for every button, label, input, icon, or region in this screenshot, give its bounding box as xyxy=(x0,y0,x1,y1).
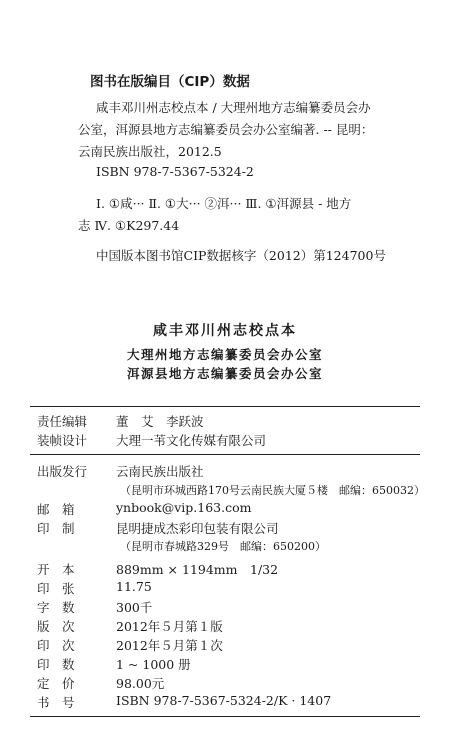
spec-value-sheets: 11.75 xyxy=(116,579,152,594)
book-title: 咸丰邓川州志校点本 xyxy=(153,323,297,339)
credit-label-designer: 装帧设计 xyxy=(37,433,88,448)
cip-classification-line-1: Ⅰ. ①咸··· Ⅱ. ①大··· ②洱··· Ⅲ. ①洱源县 - 地方 xyxy=(96,196,352,211)
publisher-name: 云南民族出版社 xyxy=(116,464,204,479)
printer-address: （昆明市春城路329号 邮编：650200） xyxy=(120,540,326,553)
spec-label-edition: 版 次 xyxy=(37,619,75,634)
cip-classification-line-2: 志 Ⅳ. ①K297.44 xyxy=(78,218,180,233)
author-2: 洱源县地方志编纂委员会办公室 xyxy=(126,366,323,381)
publisher-label: 出版发行 xyxy=(37,464,88,479)
cip-line-2: 公室，洱源县地方志编纂委员会办公室编著. -- 昆明： xyxy=(78,122,374,137)
spec-label-price: 定 价 xyxy=(37,676,75,691)
publisher-address: （昆明市环城西路170号云南民族大厦５楼 邮编：650032） xyxy=(120,484,425,497)
spec-label-sheets: 印 张 xyxy=(37,581,75,596)
spec-label-print-run: 印 数 xyxy=(37,657,75,672)
spec-value-wordcount: 300千 xyxy=(116,600,153,615)
spec-value-format: 889mm × 1194mm 1/32 xyxy=(116,562,279,577)
spec-label-format: 开 本 xyxy=(37,562,75,577)
spec-value-isbn: ISBN 978-7-5367-5324-2/K · 1407 xyxy=(116,693,332,708)
spec-label-wordcount: 字 数 xyxy=(37,600,75,615)
rule-bottom xyxy=(30,716,420,717)
rule-top xyxy=(30,406,420,407)
author-1: 大理州地方志编纂委员会办公室 xyxy=(126,347,323,362)
cip-line-3: 云南民族出版社，2012.5 xyxy=(78,144,222,159)
spec-value-edition: 2012年５月第１版 xyxy=(116,619,223,634)
credit-value-designer: 大理一苇文化传媒有限公司 xyxy=(116,433,267,448)
credit-label-editor: 责任编辑 xyxy=(37,414,88,429)
printer-label: 印 制 xyxy=(37,521,75,536)
spec-value-printing: 2012年５月第１次 xyxy=(116,638,223,653)
spec-value-price: 98.00元 xyxy=(116,676,165,691)
spec-label-printing: 印 次 xyxy=(37,638,75,653)
cip-heading: 图书在版编目（CIP）数据 xyxy=(90,74,250,90)
email-value: ynbook@vip.163.com xyxy=(116,500,252,515)
cip-line-1: 咸丰邓川州志校点本 / 大理州地方志编纂委员会办 xyxy=(96,100,371,115)
cip-isbn-line: ISBN 978-7-5367-5324-2 xyxy=(96,164,254,179)
spec-label-isbn: 书 号 xyxy=(37,695,75,710)
printer-name: 昆明捷成杰彩印包装有限公司 xyxy=(116,521,279,536)
cip-record-number: 中国版本图书馆CIP数据核字（2012）第124700号 xyxy=(96,248,386,263)
credit-value-editor: 董 艾 李跃波 xyxy=(116,414,204,429)
spec-value-print-run: 1 ~ 1000 册 xyxy=(116,657,191,672)
email-label: 邮 箱 xyxy=(37,502,75,517)
rule-middle xyxy=(30,454,420,455)
